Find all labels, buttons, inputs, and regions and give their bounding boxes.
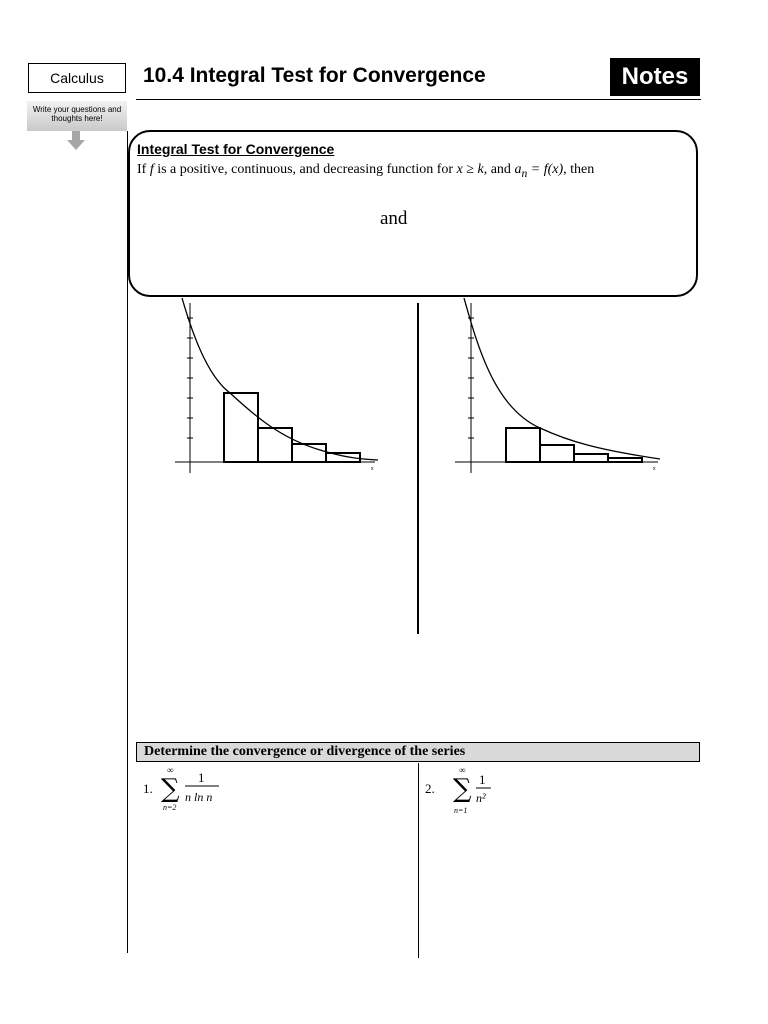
theorem-eq: = f(x) bbox=[530, 162, 564, 177]
problem-2-number: 2. bbox=[425, 781, 435, 796]
notes-badge: Notes bbox=[610, 58, 700, 96]
down-arrow-icon bbox=[66, 131, 86, 151]
theorem-text-1: is a positive, continuous, and decreasing function for bbox=[157, 162, 454, 177]
left-graph-rect-2 bbox=[258, 428, 292, 462]
graph-divider bbox=[417, 303, 419, 634]
theorem-box bbox=[128, 130, 698, 297]
exercise-divider bbox=[418, 763, 419, 958]
right-graph-curve bbox=[464, 298, 660, 459]
right-graph-rect-3 bbox=[574, 454, 608, 462]
left-graph-curve bbox=[182, 298, 378, 460]
problem-1-denominator: n ln n bbox=[185, 790, 213, 804]
problem-2-upper: ∞ bbox=[459, 765, 466, 775]
right-graph bbox=[450, 298, 665, 478]
subject-label: Calculus bbox=[28, 63, 126, 93]
theorem-condition: x ≥ k bbox=[456, 162, 484, 177]
theorem-if: If bbox=[137, 162, 147, 177]
problem-2-numerator: 1 bbox=[479, 772, 486, 787]
title-rule bbox=[136, 99, 701, 100]
problem-1-upper: ∞ bbox=[167, 765, 174, 775]
margin-prompt: Write your questions and thoughts here! bbox=[27, 101, 127, 131]
right-graph-rect-2 bbox=[540, 445, 574, 462]
theorem-f: f bbox=[149, 162, 154, 177]
theorem-text-2: , and bbox=[483, 162, 511, 177]
theorem-statement bbox=[137, 162, 594, 180]
problem-2-denominator: n² bbox=[476, 791, 486, 805]
right-graph-rect-4 bbox=[608, 458, 642, 462]
left-graph-x-label: x bbox=[371, 466, 374, 472]
right-graph-x-label: x bbox=[653, 466, 656, 472]
problem-2-lower: n=1 bbox=[454, 806, 468, 815]
sigma-icon: ∑ bbox=[453, 774, 472, 804]
problem-2 bbox=[425, 765, 515, 820]
problem-2-series bbox=[425, 765, 515, 815]
problem-1-series bbox=[143, 765, 243, 815]
theorem-title: Integral Test for Convergence bbox=[137, 141, 335, 157]
theorem-and: and bbox=[380, 208, 408, 229]
right-graph-rect-1 bbox=[506, 428, 540, 462]
theorem-an: a bbox=[514, 162, 522, 177]
problem-1-numerator: 1 bbox=[198, 770, 205, 785]
problem-1-number: 1. bbox=[143, 781, 153, 796]
problem-1-lower: n=2 bbox=[163, 803, 177, 812]
page-title: 10.4 Integral Test for Convergence bbox=[143, 64, 486, 87]
problem-1 bbox=[143, 765, 243, 820]
theorem-an-sub: n bbox=[521, 166, 528, 180]
theorem-text-3: , then bbox=[563, 162, 595, 177]
exercise-header: Determine the convergence or divergence of the series bbox=[136, 742, 700, 762]
left-graph bbox=[170, 298, 385, 478]
sigma-icon: ∑ bbox=[161, 774, 180, 804]
